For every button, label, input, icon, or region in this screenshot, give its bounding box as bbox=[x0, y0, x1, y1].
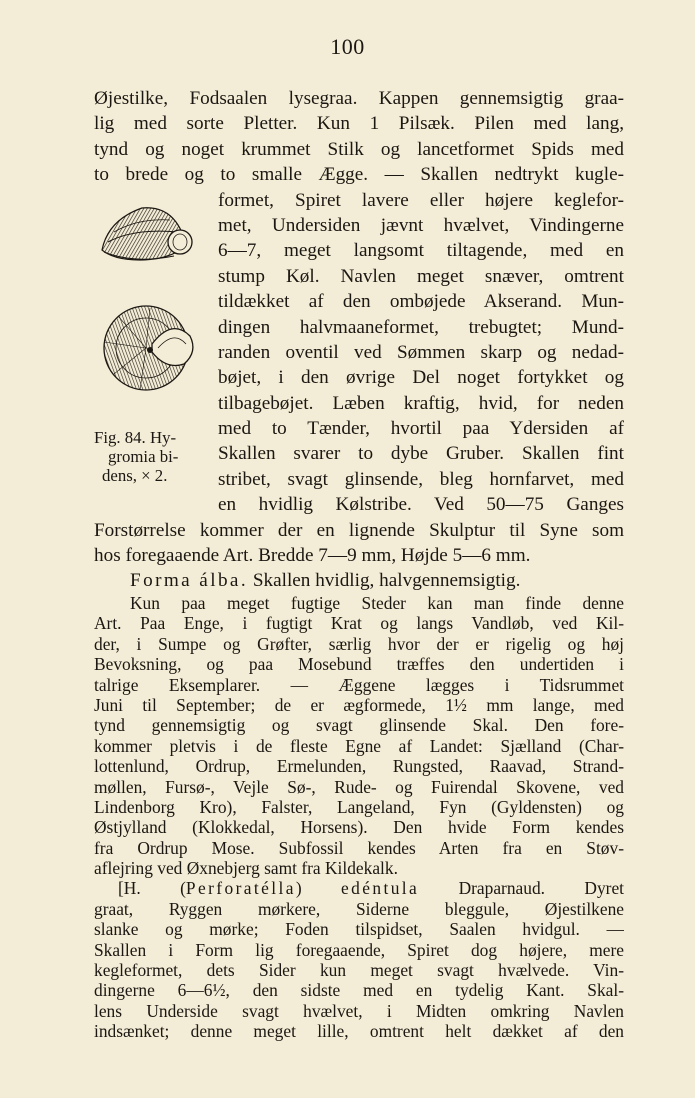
text-line: kegleformet, dets Sider kun meget svagt hvælvede. Vin- bbox=[94, 960, 624, 981]
text-line: fra Ordrup Mose. Subfossil kendes Arten fra en Støv- bbox=[94, 837, 624, 858]
text-line: aflejring ved Øxnebjerg samt fra Kildekalk. bbox=[94, 858, 398, 879]
forma-label: Forma álba. bbox=[130, 570, 249, 592]
text-line: Skallen svarer to dybe Gruber. Skallen fint bbox=[218, 443, 624, 465]
text-line: tilbagebøjet. Læben kraftig, hvid, for neden bbox=[218, 392, 624, 414]
text-line: dingen halvmaaneformet, trebugtet; Mund- bbox=[218, 316, 624, 338]
habitat-distribution bbox=[94, 593, 624, 1042]
text-line: stribet, svagt glinsende, bleg hornfarvet, med bbox=[218, 468, 624, 490]
text-line: to brede og to smalle Ægge. — Skallen nedtrykt kugle- bbox=[94, 164, 624, 186]
text-line: møllen, Fursø-, Vejle Sø-, Rude- og Fuirendal Skovene, ved bbox=[94, 776, 624, 797]
page-number: 100 bbox=[330, 34, 365, 59]
text-line: en hvidlig Kølstribe. Ved 50—75 Ganges bbox=[218, 494, 624, 516]
figure-caption-line: Fig. 84. Hy- bbox=[94, 428, 177, 447]
text-line: Lindenborg Kro), Falster, Langeland, Fyn (Gyldensten) og bbox=[94, 796, 624, 817]
figure-caption-line: gromia bi- bbox=[108, 447, 179, 466]
entry-open: [H. ( bbox=[118, 878, 186, 899]
text-line: Bevoksning, og paa Mosebund træffes den undertiden i bbox=[94, 654, 624, 675]
text-line: tildækket af den ombøjede Akserand. Mun- bbox=[218, 291, 624, 313]
text-line: graat, Ryggen mørkere, Siderne bleggule, Øjestilkene bbox=[94, 898, 624, 919]
text-line: lens Underside svagt hvælvet, i Midten omkring Navlen bbox=[94, 1000, 624, 1021]
text-line: indsænket; denne meget lille, omtrent helt dækket af den bbox=[94, 1021, 624, 1042]
entry-author: Draparnaud. Dyret bbox=[419, 878, 624, 899]
entry-heading-line bbox=[94, 878, 624, 898]
text-line: stump Køl. Navlen meget snæver, omtrent bbox=[218, 265, 624, 287]
text-line: Juni til September; de er ægformede, 1½ mm lange, med bbox=[94, 694, 624, 715]
text-line: Forstørrelse kommer der en lignende Skulptur til Syne som bbox=[94, 519, 624, 541]
text-line: Kun paa meget fugtige Steder kan man finde denne bbox=[130, 593, 624, 613]
text-line: Østjylland (Klokkedal, Horsens). Den hvide Form kendes bbox=[94, 817, 624, 838]
entry-species: edéntula bbox=[341, 878, 420, 899]
forma-alba-line bbox=[94, 568, 624, 593]
text-line: met, Undersiden jævnt hvælvet, Vindingerne bbox=[218, 214, 624, 236]
text-line: lottenlund, Ordrup, Ermelunden, Rungsted, Raavad, Strand- bbox=[94, 756, 624, 777]
text-line: Øjestilke, Fodsaalen lysegraa. Kappen gennemsigtig graa- bbox=[94, 88, 624, 109]
text-line: der, i Sumpe og Grøfter, særlig hvor der er rigelig og høj bbox=[94, 633, 624, 654]
text-line: dingerne 6—6½, den sidste med en tydelig Kant. Skal- bbox=[94, 980, 624, 1001]
text-line: talrige Eksemplarer. — Æggene lægges i Tidsrummet bbox=[94, 674, 624, 695]
text-line: Skallen i Form lig foregaaende, Spiret dog højere, mere bbox=[94, 939, 624, 960]
text-line: bøjet, i den øvrige Del noget fortykket og bbox=[218, 367, 624, 389]
entry-subgenus: Perforatélla bbox=[185, 878, 296, 899]
text-line: tynd og noget krummet Stilk og lancetformet Spids med bbox=[94, 138, 624, 160]
text-line: hos foregaaende Art. Bredde 7—9 mm, Højde 5—6 mm. bbox=[94, 545, 531, 567]
text-line: slanke og mørke; Foden tilspidset, Saalen hvidgul. — bbox=[94, 919, 624, 940]
text-line: lig med sorte Pletter. Kun 1 Pilsæk. Pilen med lang, bbox=[94, 113, 624, 135]
forma-text: Skallen hvidlig, halvgennemsigtig. bbox=[248, 570, 521, 592]
text-line: med to Tænder, hvortil paa Ydersiden af bbox=[218, 418, 624, 440]
text-line: formet, Spiret lavere eller højere keglefor- bbox=[218, 189, 624, 211]
text-line: 6—7, meget langsomt tiltagende, med en bbox=[218, 240, 624, 262]
text-line: kommer pletvis i de fleste Egne af Landet: Sjælland (Char- bbox=[94, 735, 624, 756]
text-line: Art. Paa Enge, i fugtigt Krat og langs Vandløb, ved Kil- bbox=[94, 613, 624, 634]
entry-mid: ) bbox=[295, 878, 342, 899]
text-line: tynd gennemsigtig og svagt glinsende Skal. Den fore- bbox=[94, 715, 624, 736]
species-description bbox=[94, 86, 624, 594]
figure-caption-line: dens, × 2. bbox=[102, 466, 168, 485]
text-line: randen oventil ved Sømmen skarp og nedad- bbox=[218, 341, 624, 363]
